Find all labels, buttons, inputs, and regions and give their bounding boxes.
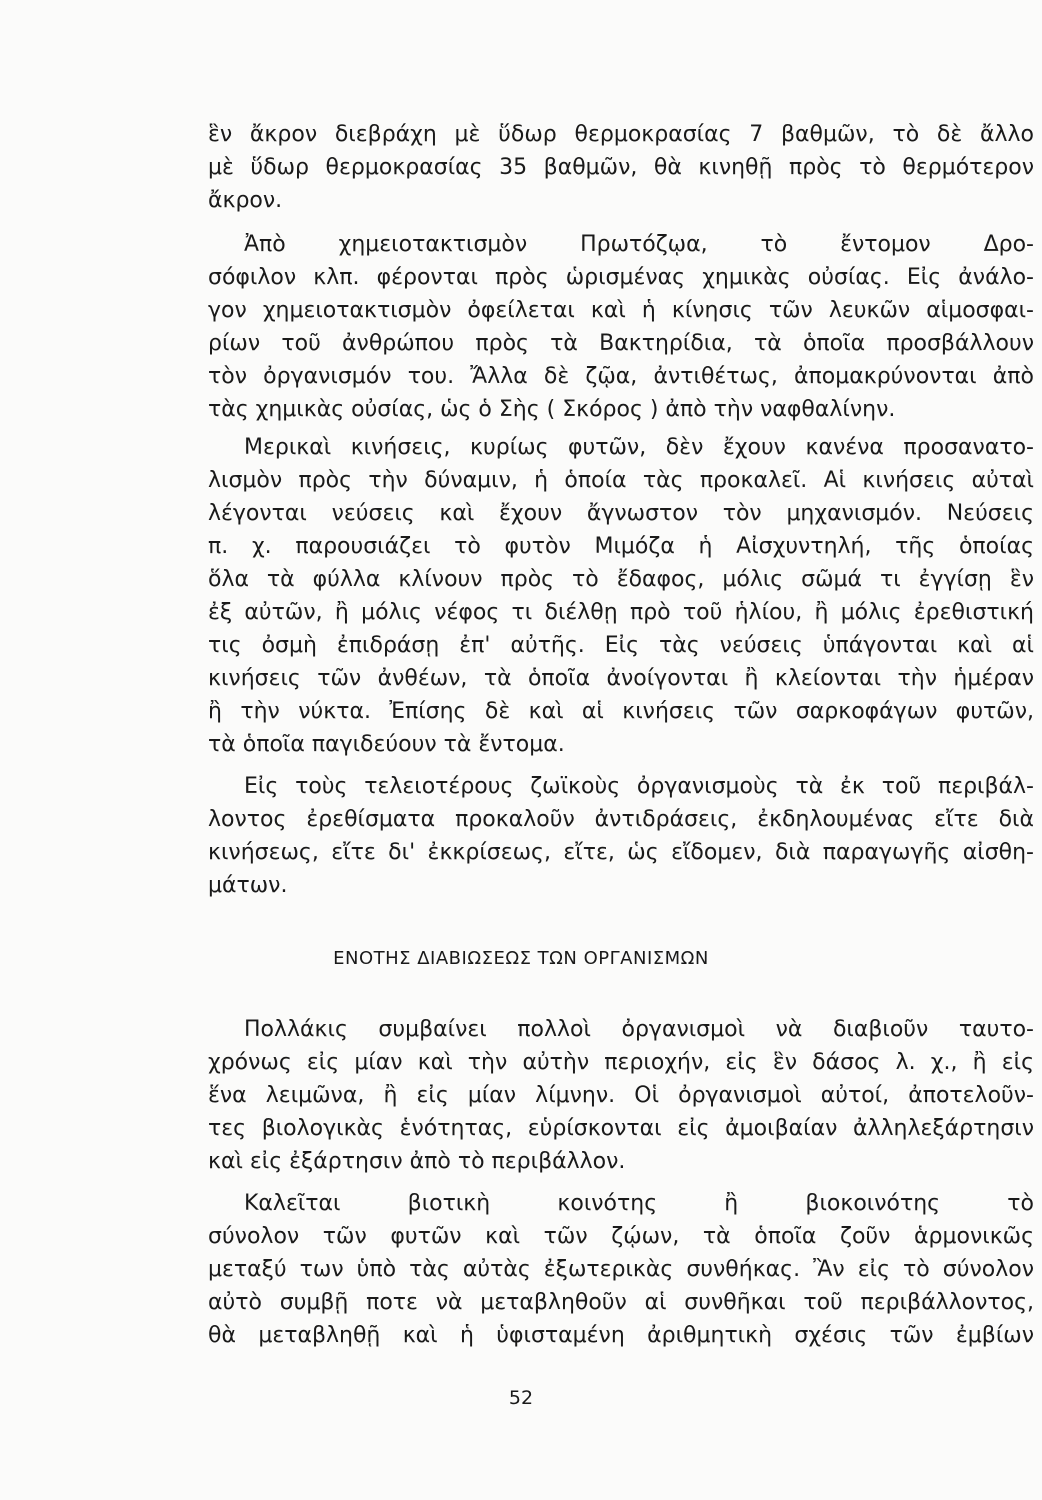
text-line: θὰ μεταβληθῇ καὶ ἡ ὑφισταμένη ἀριθμητικὴ σχέσις τῶν ἐμβίων bbox=[208, 1323, 1034, 1348]
text-line: λισμὸν πρὸς τὴν δύναμιν, ἡ ὁποία τὰς προκαλεῖ. Αἱ κινήσεις αὐταὶ bbox=[208, 468, 1034, 493]
text-line: χρόνως εἰς μίαν καὶ τὴν αὐτὴν περιοχήν, εἰς ἓν δάσος λ. χ., ἢ εἰς bbox=[208, 1050, 1034, 1075]
text-line: ἐξ αὐτῶν, ἢ μόλις νέφος τι διέλθῃ πρὸ τοῦ ἡλίου, ἢ μόλις ἐρεθιστική bbox=[208, 600, 1034, 625]
text-line: μάτων. bbox=[208, 873, 288, 898]
text-line: τις ὀσμὴ ἐπιδράσῃ ἐπ' αὐτῆς. Εἰς τὰς νεύσεις ὑπάγονται καὶ αἱ bbox=[208, 633, 1034, 658]
text-line: σύνολον τῶν φυτῶν καὶ τῶν ζῴων, τὰ ὁποῖα ζοῦν ἁρμονικῶς bbox=[208, 1224, 1034, 1249]
text-line: κινήσεις τῶν ἀνθέων, τὰ ὁποῖα ἀνοίγονται ἢ κλείονται τὴν ἡμέραν bbox=[208, 666, 1034, 691]
text-line: μὲ ὕδωρ θερμοκρασίας 35 βαθμῶν, θὰ κινηθῇ πρὸς τὸ θερμότερον bbox=[208, 155, 1034, 180]
text-line: ἄκρον. bbox=[208, 188, 283, 213]
text-line: τες βιολογικὰς ἑνότητας, εὑρίσκονται εἰς ἀμοιβαίαν ἀλληλεξάρτησιν bbox=[208, 1116, 1034, 1141]
text-line: τὰς χημικὰς οὐσίας, ὡς ὁ Σὴς ( Σκόρος ) ἀπὸ τὴν ναφθαλίνην. bbox=[208, 397, 896, 422]
text-line: ρίων τοῦ ἀνθρώπου πρὸς τὰ Βακτηρίδια, τὰ ὁποῖα προσβάλλουν bbox=[208, 331, 1034, 356]
text-line: αὐτὸ συμβῇ ποτε νὰ μεταβληθοῦν αἱ συνθῆκαι τοῦ περιβάλλοντος, bbox=[208, 1290, 1034, 1315]
text-line: σόφιλον κλπ. φέρονται πρὸς ὡρισμένας χημικὰς οὐσίας. Εἰς ἀνάλο- bbox=[208, 265, 1034, 290]
text-line: λέγονται νεύσεις καὶ ἔχουν ἄγνωστον τὸν μηχανισμόν. Νεύσεις bbox=[208, 501, 1034, 526]
text-line: καὶ εἰς ἐξάρτησιν ἀπὸ τὸ περιβάλλον. bbox=[208, 1149, 626, 1174]
text-line: π. χ. παρουσιάζει τὸ φυτὸν Μιμόζα ἡ Αἰσχυντηλή, τῆς ὁποίας bbox=[208, 534, 1034, 559]
page-number: 52 bbox=[508, 1387, 534, 1409]
text-line: λοντος ἐρεθίσματα προκαλοῦν ἀντιδράσεις, ἐκδηλουμένας εἴτε διὰ bbox=[208, 807, 1034, 832]
text-line: τὸν ὀργανισμόν του. Ἄλλα δὲ ζῷα, ἀντιθέτως, ἀπομακρύνονται ἀπὸ bbox=[208, 364, 1034, 389]
text-line: Εἰς τοὺς τελειοτέρους ζωϊκοὺς ὀργανισμοὺς τὰ ἐκ τοῦ περιβάλ- bbox=[244, 774, 1034, 799]
text-line: ἕνα λειμῶνα, ἢ εἰς μίαν λίμνην. Οἱ ὀργανισμοὶ αὐτοί, ἀποτελοῦν- bbox=[208, 1083, 1034, 1108]
text-run: Ἀπὸ χημειοτακτισμὸν Πρωτόζῳα, τὸ ἔντομον Δρο- bbox=[244, 232, 1034, 257]
text-line: ἢ τὴν νύκτα. Ἐπίσης δὲ καὶ αἱ κινήσεις τῶν σαρκοφάγων φυτῶν, bbox=[208, 699, 1034, 724]
text-line: μεταξύ των ὑπὸ τὰς αὐτὰς ἐξωτερικὰς συνθήκας. Ἂν εἰς τὸ σύνολον bbox=[208, 1257, 1034, 1282]
text-line: Πολλάκις συμβαίνει πολλοὶ ὀργανισμοὶ νὰ διαβιοῦν ταυτο- bbox=[244, 1017, 1034, 1042]
section-heading: ΕΝΟΤΗΣ ΔΙΑΒΙΩΣΕΩΣ ΤΩΝ ΟΡΓΑΝΙΣΜΩΝ bbox=[333, 948, 709, 969]
text-line: ὅλα τὰ φύλλα κλίνουν πρὸς τὸ ἔδαφος, μόλις σῶμά τι ἐγγίσῃ ἓν bbox=[208, 567, 1034, 592]
text-line: Καλεῖται βιοτικὴ κοινότης ἢ βιοκοινότης τὸ bbox=[244, 1191, 1034, 1216]
text-line: κινήσεως, εἴτε δι' ἐκκρίσεως, εἴτε, ὡς εἴδομεν, διὰ παραγωγῆς αἰσθη- bbox=[208, 840, 1034, 865]
text-line: τὰ ὁποῖα παγιδεύουν τὰ ἔντομα. bbox=[208, 732, 565, 757]
text-line: γον χημειοτακτισμὸν ὀφείλεται καὶ ἡ κίνησις τῶν λευκῶν αἱμοσφαι- bbox=[208, 298, 1034, 323]
text-line: Μερικαὶ κινήσεις, κυρίως φυτῶν, δὲν ἔχουν κανένα προσανατο- bbox=[244, 435, 1034, 460]
text-line bbox=[244, 228, 1034, 261]
text-line: ἓν ἄκρον διεβράχη μὲ ὕδωρ θερμοκρασίας 7 βαθμῶν, τὸ δὲ ἄλλο bbox=[208, 122, 1034, 147]
